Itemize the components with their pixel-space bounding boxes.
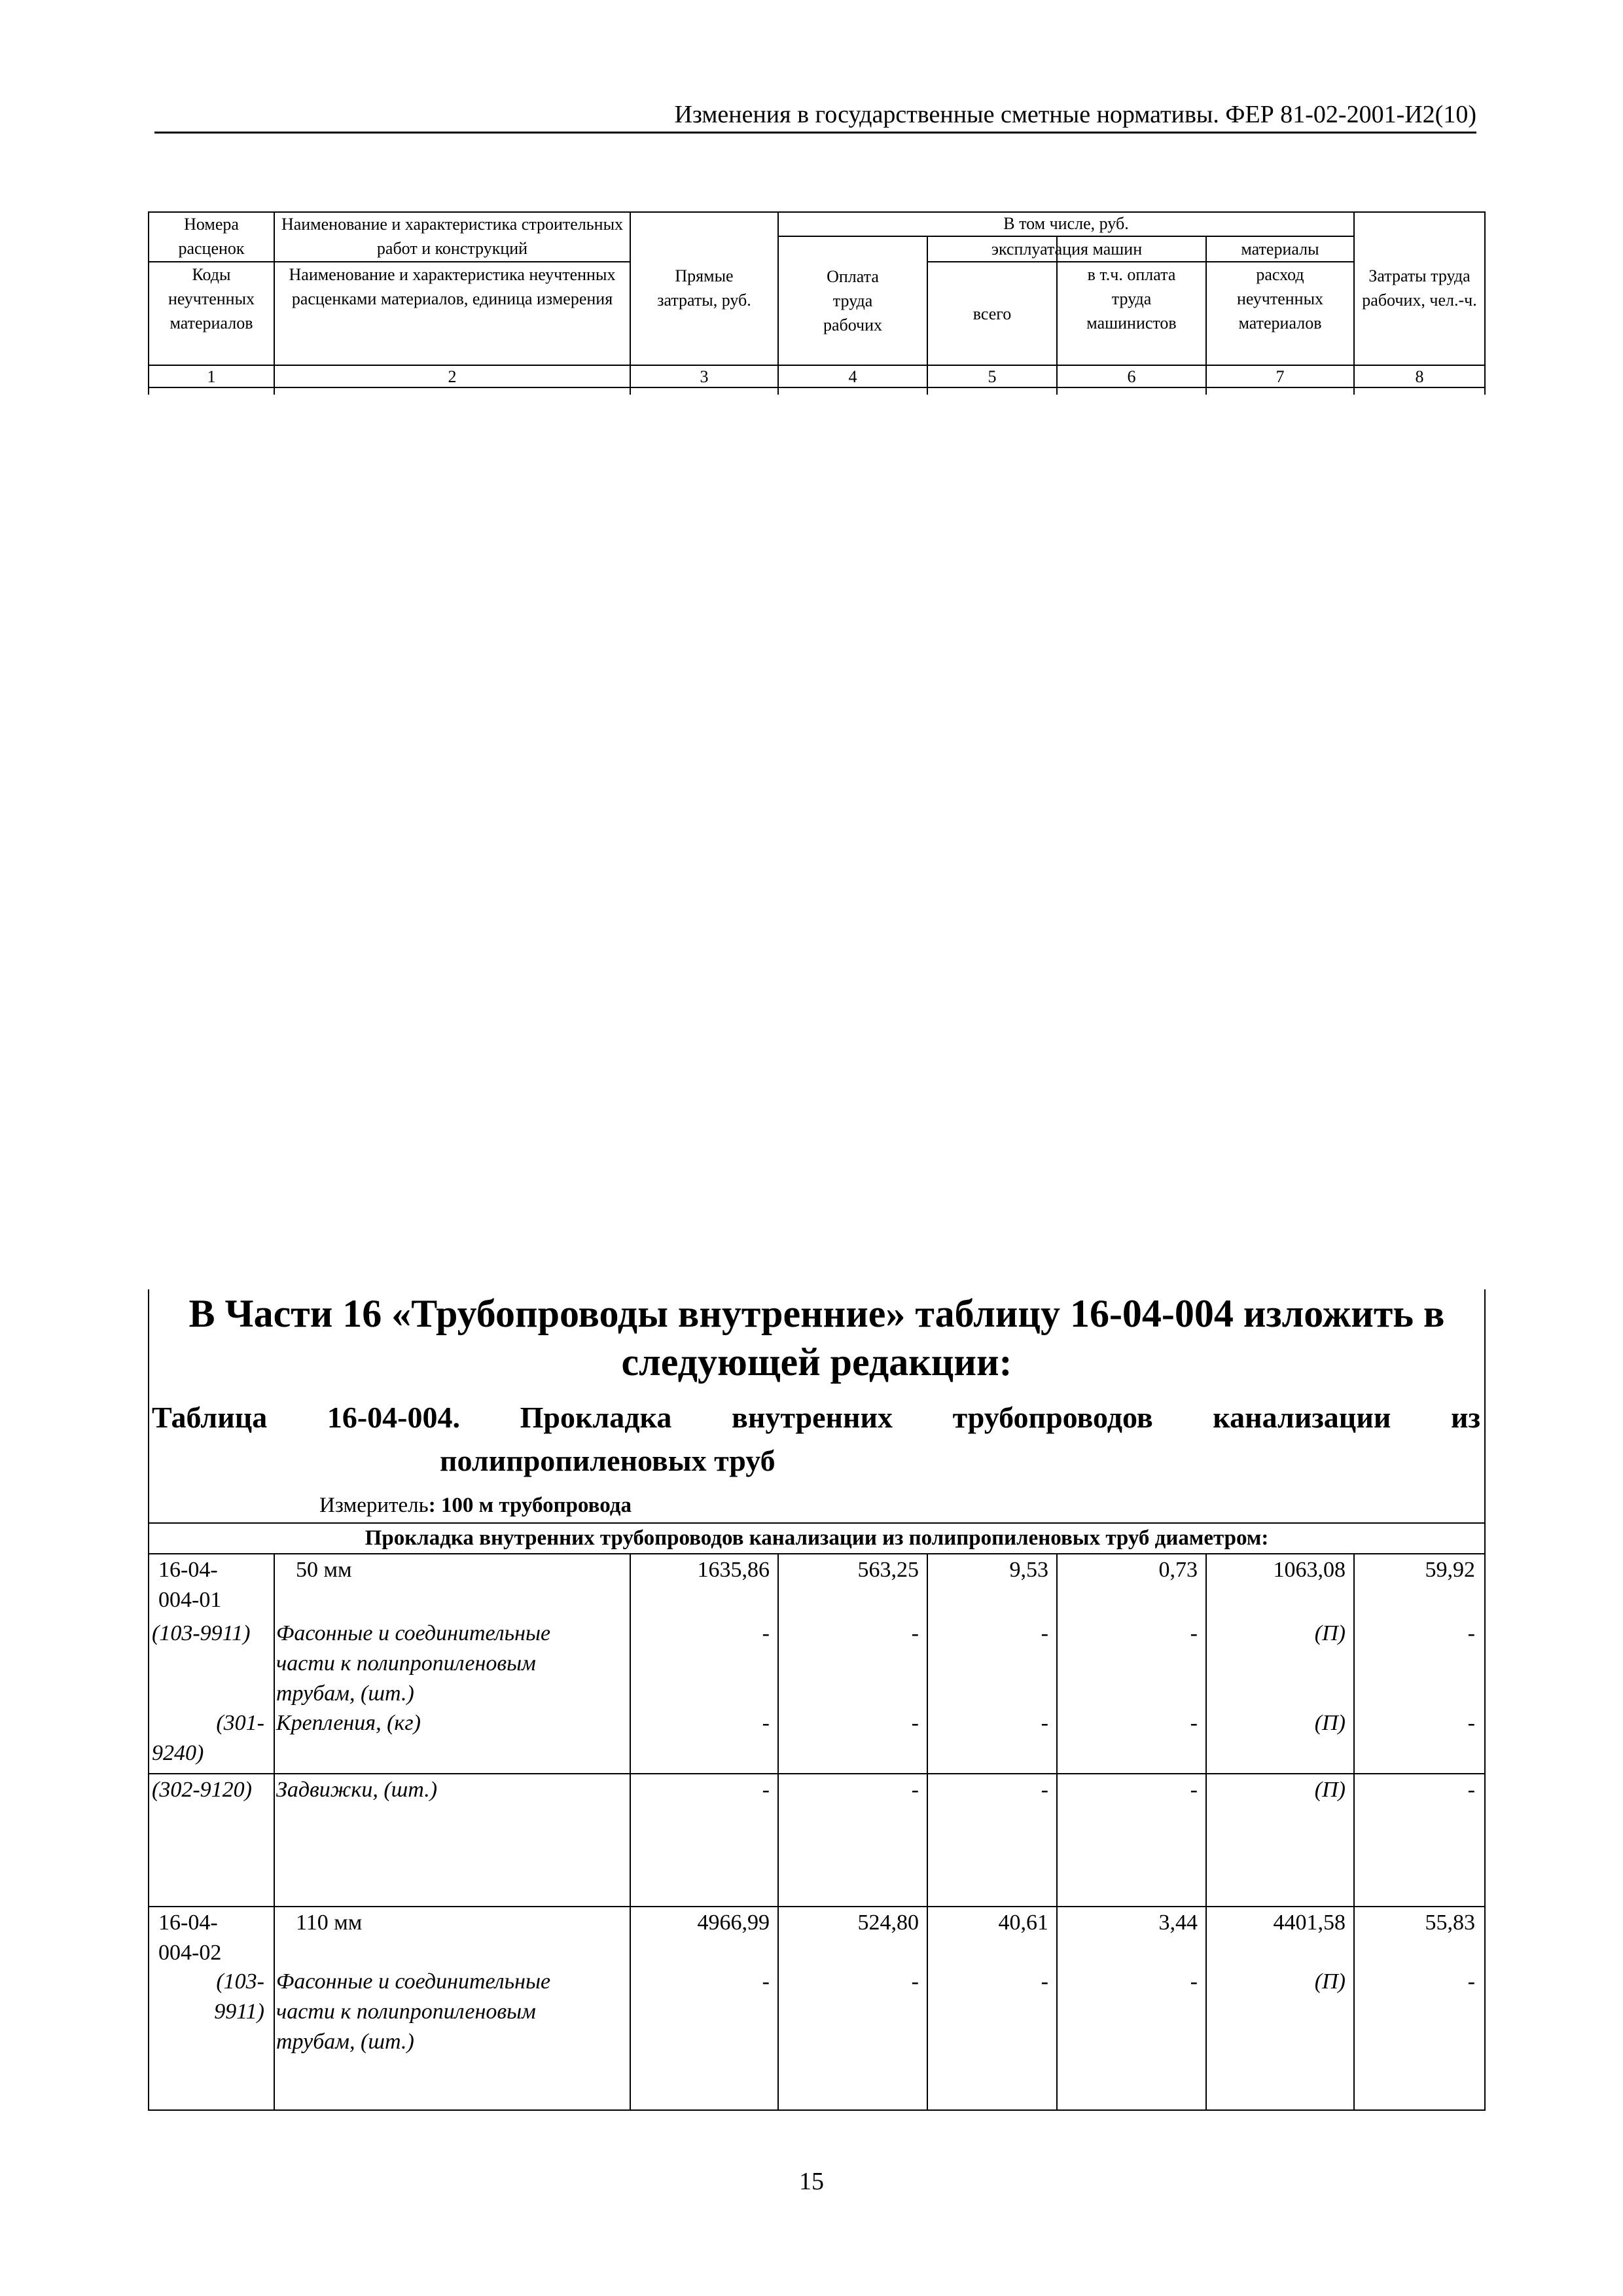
body-col-line-6: [1205, 1553, 1207, 2111]
material-code: (301- 9240): [152, 1711, 264, 1765]
value-operators-pay: 0,73: [1158, 1558, 1198, 1582]
measure-value: : 100 м трубопровода: [428, 1494, 632, 1517]
body-col-line-3: [777, 1553, 779, 2111]
header-unaccounted-name: Наименование и характеристика неучтенных расценками материалов, единица измерения: [289, 265, 616, 308]
value-materials: (П): [1314, 1778, 1346, 1802]
table-bottom-line: [148, 2109, 1486, 2111]
col-number-2: 2: [448, 367, 457, 386]
table-title-word: трубопроводов: [952, 1401, 1153, 1434]
value-labor-pay: -: [911, 1711, 919, 1735]
table-title-word: внутренних: [732, 1401, 893, 1434]
measure-label: Измеритель: [319, 1494, 429, 1517]
header-rates-number: Номера расценок: [178, 215, 245, 258]
material-name: Фасонные и соединительные части к полипропиленовым трубам, (шт.): [276, 1969, 551, 2054]
value-operators-pay: -: [1190, 1778, 1198, 1802]
value-machines-total: -: [1041, 1711, 1048, 1735]
col-number-7: 7: [1275, 367, 1285, 386]
value-direct-costs: -: [762, 1711, 770, 1735]
body-col-line-5: [1056, 1553, 1058, 2111]
body-col-line-7: [1353, 1553, 1355, 2111]
header-rule: [154, 132, 1476, 134]
body-col-line-1: [274, 1553, 275, 2111]
value-labor-pay: -: [911, 1969, 919, 1994]
header-machines-total: всего: [972, 304, 1012, 323]
row-line-b: [148, 1906, 1486, 1907]
header-codes-unaccounted: Коды неучтенных материалов: [168, 265, 255, 332]
value-labor-pay: -: [911, 1778, 919, 1802]
group-bottom-line: [148, 1553, 1486, 1554]
value-operators-pay: -: [1190, 1969, 1198, 1994]
material-code: (103-9911): [152, 1621, 251, 1645]
value-labor-costs: -: [1467, 1711, 1475, 1735]
rate-code: 16-04- 004-02: [158, 1910, 222, 1965]
value-machines-total: -: [1041, 1969, 1048, 1994]
header-labor-costs: Затраты труда рабочих, чел.-ч.: [1362, 266, 1477, 310]
header-machine-operation: эксплуатация машин: [991, 240, 1143, 259]
table-title-word: Таблица: [152, 1401, 268, 1434]
header-materials: материалы: [1241, 240, 1319, 259]
table-title-word: канализации: [1213, 1401, 1391, 1434]
running-header: Изменения в государственные сметные нормативы. ФЕР 81-02-2001-И2(10): [674, 101, 1476, 128]
section-right-border: [1484, 1289, 1486, 2111]
header-operators-pay: в т.ч. оплата труда машинистов: [1086, 265, 1177, 332]
value-direct-costs: 4966,99: [697, 1910, 770, 1935]
col-number-4: 4: [848, 367, 857, 386]
value-materials: 4401,58: [1273, 1910, 1346, 1935]
value-labor-costs: -: [1467, 1778, 1475, 1802]
header-bottom-line: [148, 387, 1486, 388]
body-col-line-4: [927, 1553, 928, 2111]
table-title-word: Прокладка: [520, 1401, 672, 1434]
header-direct-costs: Прямые затраты, руб.: [657, 266, 751, 310]
measure-unit: [319, 1491, 632, 1520]
value-direct-costs: -: [762, 1621, 770, 1645]
material-code: (302-9120): [152, 1778, 252, 1802]
value-materials: 1063,08: [1273, 1558, 1346, 1582]
page-number: 15: [799, 2168, 824, 2195]
col-line-8: [1484, 211, 1486, 395]
value-direct-costs: 1635,86: [697, 1558, 770, 1582]
value-materials: (П): [1314, 1621, 1346, 1645]
value-labor-pay: 563,25: [857, 1558, 919, 1582]
value-machines-total: -: [1041, 1621, 1048, 1645]
body-col-line-2: [630, 1553, 631, 2111]
value-machines-total: 40,61: [998, 1910, 1048, 1935]
rate-name: 110 мм: [296, 1910, 363, 1935]
table-title-word: 16-04-004.: [327, 1401, 460, 1434]
row-line-a: [148, 1773, 1486, 1774]
value-labor-pay: 524,80: [857, 1910, 919, 1935]
value-labor-costs: 59,92: [1425, 1558, 1475, 1582]
column-header-table: [148, 211, 1486, 390]
value-operators-pay: 3,44: [1158, 1910, 1198, 1935]
table-title-word: из: [1450, 1401, 1480, 1434]
header-including: В том числе, руб.: [1003, 214, 1129, 233]
col-number-1: 1: [207, 367, 216, 386]
col-number-6: 6: [1127, 367, 1136, 386]
material-name: Крепления, (кг): [276, 1711, 421, 1735]
value-labor-costs: -: [1467, 1621, 1475, 1645]
section-heading: В Части 16 «Трубопроводы внутренние» таблицу 16-04-004 изложить в следующей редакции:: [188, 1292, 1445, 1384]
section-left-border: [148, 1289, 149, 2111]
material-name: Задвижки, (шт.): [276, 1778, 438, 1802]
value-labor-costs: -: [1467, 1969, 1475, 1994]
table-title-line2: полипропиленовых труб: [440, 1444, 776, 1477]
value-direct-costs: -: [762, 1778, 770, 1802]
header-labor-pay: Оплата труда рабочих: [823, 267, 883, 334]
value-labor-pay: -: [911, 1621, 919, 1645]
material-name: Фасонные и соединительные части к полипропиленовым трубам, (шт.): [276, 1621, 551, 1706]
header-work-name: Наименование и характеристика строительных работ и конструкций: [281, 215, 624, 258]
col-number-3: 3: [700, 367, 709, 386]
value-operators-pay: -: [1190, 1621, 1198, 1645]
table-title: [152, 1396, 1480, 1482]
header-unaccounted-use: расход неучтенных материалов: [1236, 265, 1324, 332]
rate-name: 50 мм: [296, 1558, 352, 1582]
col-number-5: 5: [988, 367, 997, 386]
value-labor-costs: 55,83: [1425, 1910, 1475, 1935]
rate-code: 16-04- 004-01: [158, 1558, 222, 1612]
material-code: (103- 9911): [214, 1969, 264, 2024]
col-number-8: 8: [1415, 367, 1424, 386]
value-machines-total: -: [1041, 1778, 1048, 1802]
group-title: Прокладка внутренних трубопроводов канализации из полипропиленовых труб диаметром:: [365, 1526, 1269, 1550]
value-materials: (П): [1314, 1969, 1346, 1994]
value-direct-costs: -: [762, 1969, 770, 1994]
value-operators-pay: -: [1190, 1711, 1198, 1735]
value-materials: (П): [1314, 1711, 1346, 1735]
table-section: [148, 1289, 1486, 2111]
value-machines-total: 9,53: [1009, 1558, 1048, 1582]
